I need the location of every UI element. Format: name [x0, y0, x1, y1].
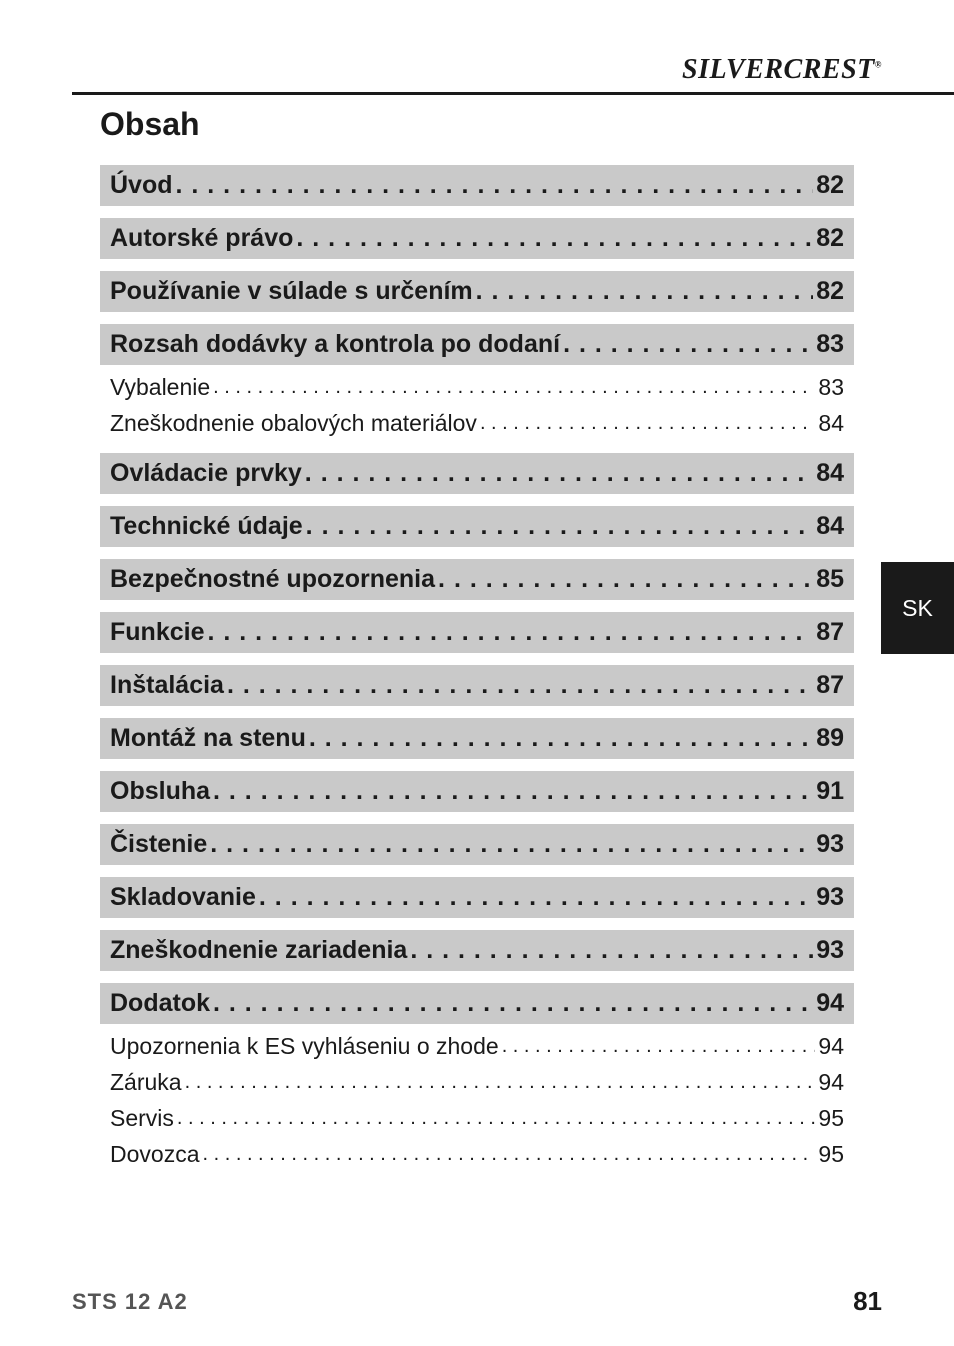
toc-leader-dots — [210, 824, 813, 865]
toc-section — [100, 324, 854, 441]
toc-entry — [100, 218, 854, 259]
toc-subentry-page: 94 — [818, 1033, 844, 1059]
toc-entry-page: 82 — [816, 224, 844, 252]
footer-page-number: 81 — [853, 1286, 882, 1316]
toc-subentry-label: Zneškodnenie obalových materiálov — [110, 410, 477, 436]
registered-mark: ® — [874, 59, 882, 70]
toc-entry-page: 93 — [816, 936, 844, 964]
toc-entry — [100, 718, 854, 759]
toc-leader-dots — [185, 1064, 816, 1100]
toc-subentry — [110, 1100, 844, 1136]
toc-leader-dots — [227, 665, 813, 706]
toc-entry-label: Zneškodnenie zariadenia — [110, 936, 408, 964]
toc-leader-dots — [202, 1136, 815, 1172]
toc-subentry-label: Upozornenia k ES vyhláseniu o zhode — [110, 1033, 499, 1059]
toc-entry-label: Dodatok — [110, 989, 210, 1017]
page-title: Obsah — [100, 106, 200, 142]
toc-entry — [100, 165, 854, 206]
toc-entry-page: 84 — [816, 512, 844, 540]
header-rule — [72, 92, 954, 95]
brand-name: SILVERCREST — [682, 54, 875, 85]
toc-entry — [100, 930, 854, 971]
toc-section — [100, 771, 854, 812]
toc-subentries — [100, 1024, 854, 1172]
toc-leader-dots — [309, 718, 813, 759]
toc-entry-page: 91 — [816, 777, 844, 805]
toc-leader-dots — [502, 1028, 816, 1064]
toc-entry — [100, 771, 854, 812]
toc-entry — [100, 824, 854, 865]
toc-entry — [100, 983, 854, 1024]
toc-subentry — [110, 369, 844, 405]
toc-subentry-page: 83 — [818, 374, 844, 400]
toc-entry-label: Obsluha — [110, 777, 211, 805]
toc-leader-dots — [476, 271, 814, 312]
toc-entry-page: 93 — [816, 883, 844, 911]
toc-section — [100, 506, 854, 547]
toc-entry-label: Montáž na stenu — [110, 724, 306, 752]
toc-leader-dots — [177, 1100, 816, 1136]
toc-entry-page: 85 — [816, 565, 844, 593]
toc-entry — [100, 271, 854, 312]
toc-entry-label: Autorské právo — [110, 224, 294, 252]
toc-entry-label: Funkcie — [110, 618, 205, 646]
toc-leader-dots — [176, 165, 814, 206]
toc-entry-page: 93 — [816, 830, 844, 858]
toc-entry — [100, 453, 854, 494]
toc-entry-label: Používanie v súlade s určením — [110, 277, 473, 305]
toc-section — [100, 612, 854, 653]
toc-subentry — [110, 1136, 844, 1172]
table-of-contents — [100, 165, 854, 1184]
toc-entry-label: Ovládacie prvky — [110, 459, 302, 487]
toc-entry — [100, 324, 854, 365]
toc-entry-label: Bezpečnostné upozornenia — [110, 565, 436, 593]
toc-leader-dots — [563, 324, 813, 365]
toc-entry — [100, 559, 854, 600]
toc-section — [100, 718, 854, 759]
toc-section — [100, 165, 854, 206]
toc-entry — [100, 877, 854, 918]
toc-entry-label: Úvod — [110, 171, 173, 199]
toc-section — [100, 453, 854, 494]
toc-section — [100, 218, 854, 259]
toc-entry-label: Čistenie — [110, 830, 208, 858]
toc-leader-dots — [306, 506, 814, 547]
toc-entry-page: 84 — [816, 459, 844, 487]
toc-section — [100, 824, 854, 865]
toc-leader-dots — [213, 771, 813, 812]
toc-leader-dots — [213, 983, 813, 1024]
toc-section — [100, 559, 854, 600]
toc-leader-dots — [296, 218, 813, 259]
toc-entry-label: Rozsah dodávky a kontrola po dodaní — [110, 330, 561, 358]
brand-logo — [682, 54, 882, 86]
toc-entry-page: 82 — [816, 171, 844, 199]
toc-entry-label: Technické údaje — [110, 512, 303, 540]
toc-subentry — [110, 1064, 844, 1100]
toc-entry — [100, 665, 854, 706]
toc-section — [100, 877, 854, 918]
toc-section — [100, 665, 854, 706]
toc-entry-label: Skladovanie — [110, 883, 256, 911]
toc-subentry-label: Vybalenie — [110, 374, 211, 400]
toc-leader-dots — [259, 877, 813, 918]
toc-subentry-page: 95 — [818, 1141, 844, 1167]
toc-section — [100, 271, 854, 312]
toc-entry-label: Inštalácia — [110, 671, 224, 699]
footer-model: STS 12 A2 — [72, 1289, 188, 1314]
toc-subentry-page: 94 — [818, 1069, 844, 1095]
toc-subentry-page: 95 — [818, 1105, 844, 1131]
toc-subentry — [110, 1028, 844, 1064]
toc-subentry-label: Dovozca — [110, 1141, 200, 1167]
language-tab-label: SK — [902, 594, 933, 621]
toc-entry-page: 89 — [816, 724, 844, 752]
language-tab — [881, 562, 954, 654]
toc-entry-page: 94 — [816, 989, 844, 1017]
toc-entry — [100, 506, 854, 547]
toc-subentry-label: Záruka — [110, 1069, 182, 1095]
toc-leader-dots — [480, 405, 815, 441]
toc-entry-page: 83 — [816, 330, 844, 358]
toc-subentries — [100, 365, 854, 441]
toc-subentry — [110, 405, 844, 441]
toc-leader-dots — [207, 612, 813, 653]
toc-leader-dots — [438, 559, 813, 600]
toc-section — [100, 983, 854, 1172]
toc-subentry-label: Servis — [110, 1105, 174, 1131]
toc-leader-dots — [410, 930, 813, 971]
toc-subentry-page: 84 — [818, 410, 844, 436]
toc-entry-page: 87 — [816, 671, 844, 699]
toc-entry — [100, 612, 854, 653]
toc-entry-page: 82 — [816, 277, 844, 305]
toc-leader-dots — [213, 369, 815, 405]
toc-section — [100, 930, 854, 971]
toc-entry-page: 87 — [816, 618, 844, 646]
toc-leader-dots — [305, 453, 813, 494]
